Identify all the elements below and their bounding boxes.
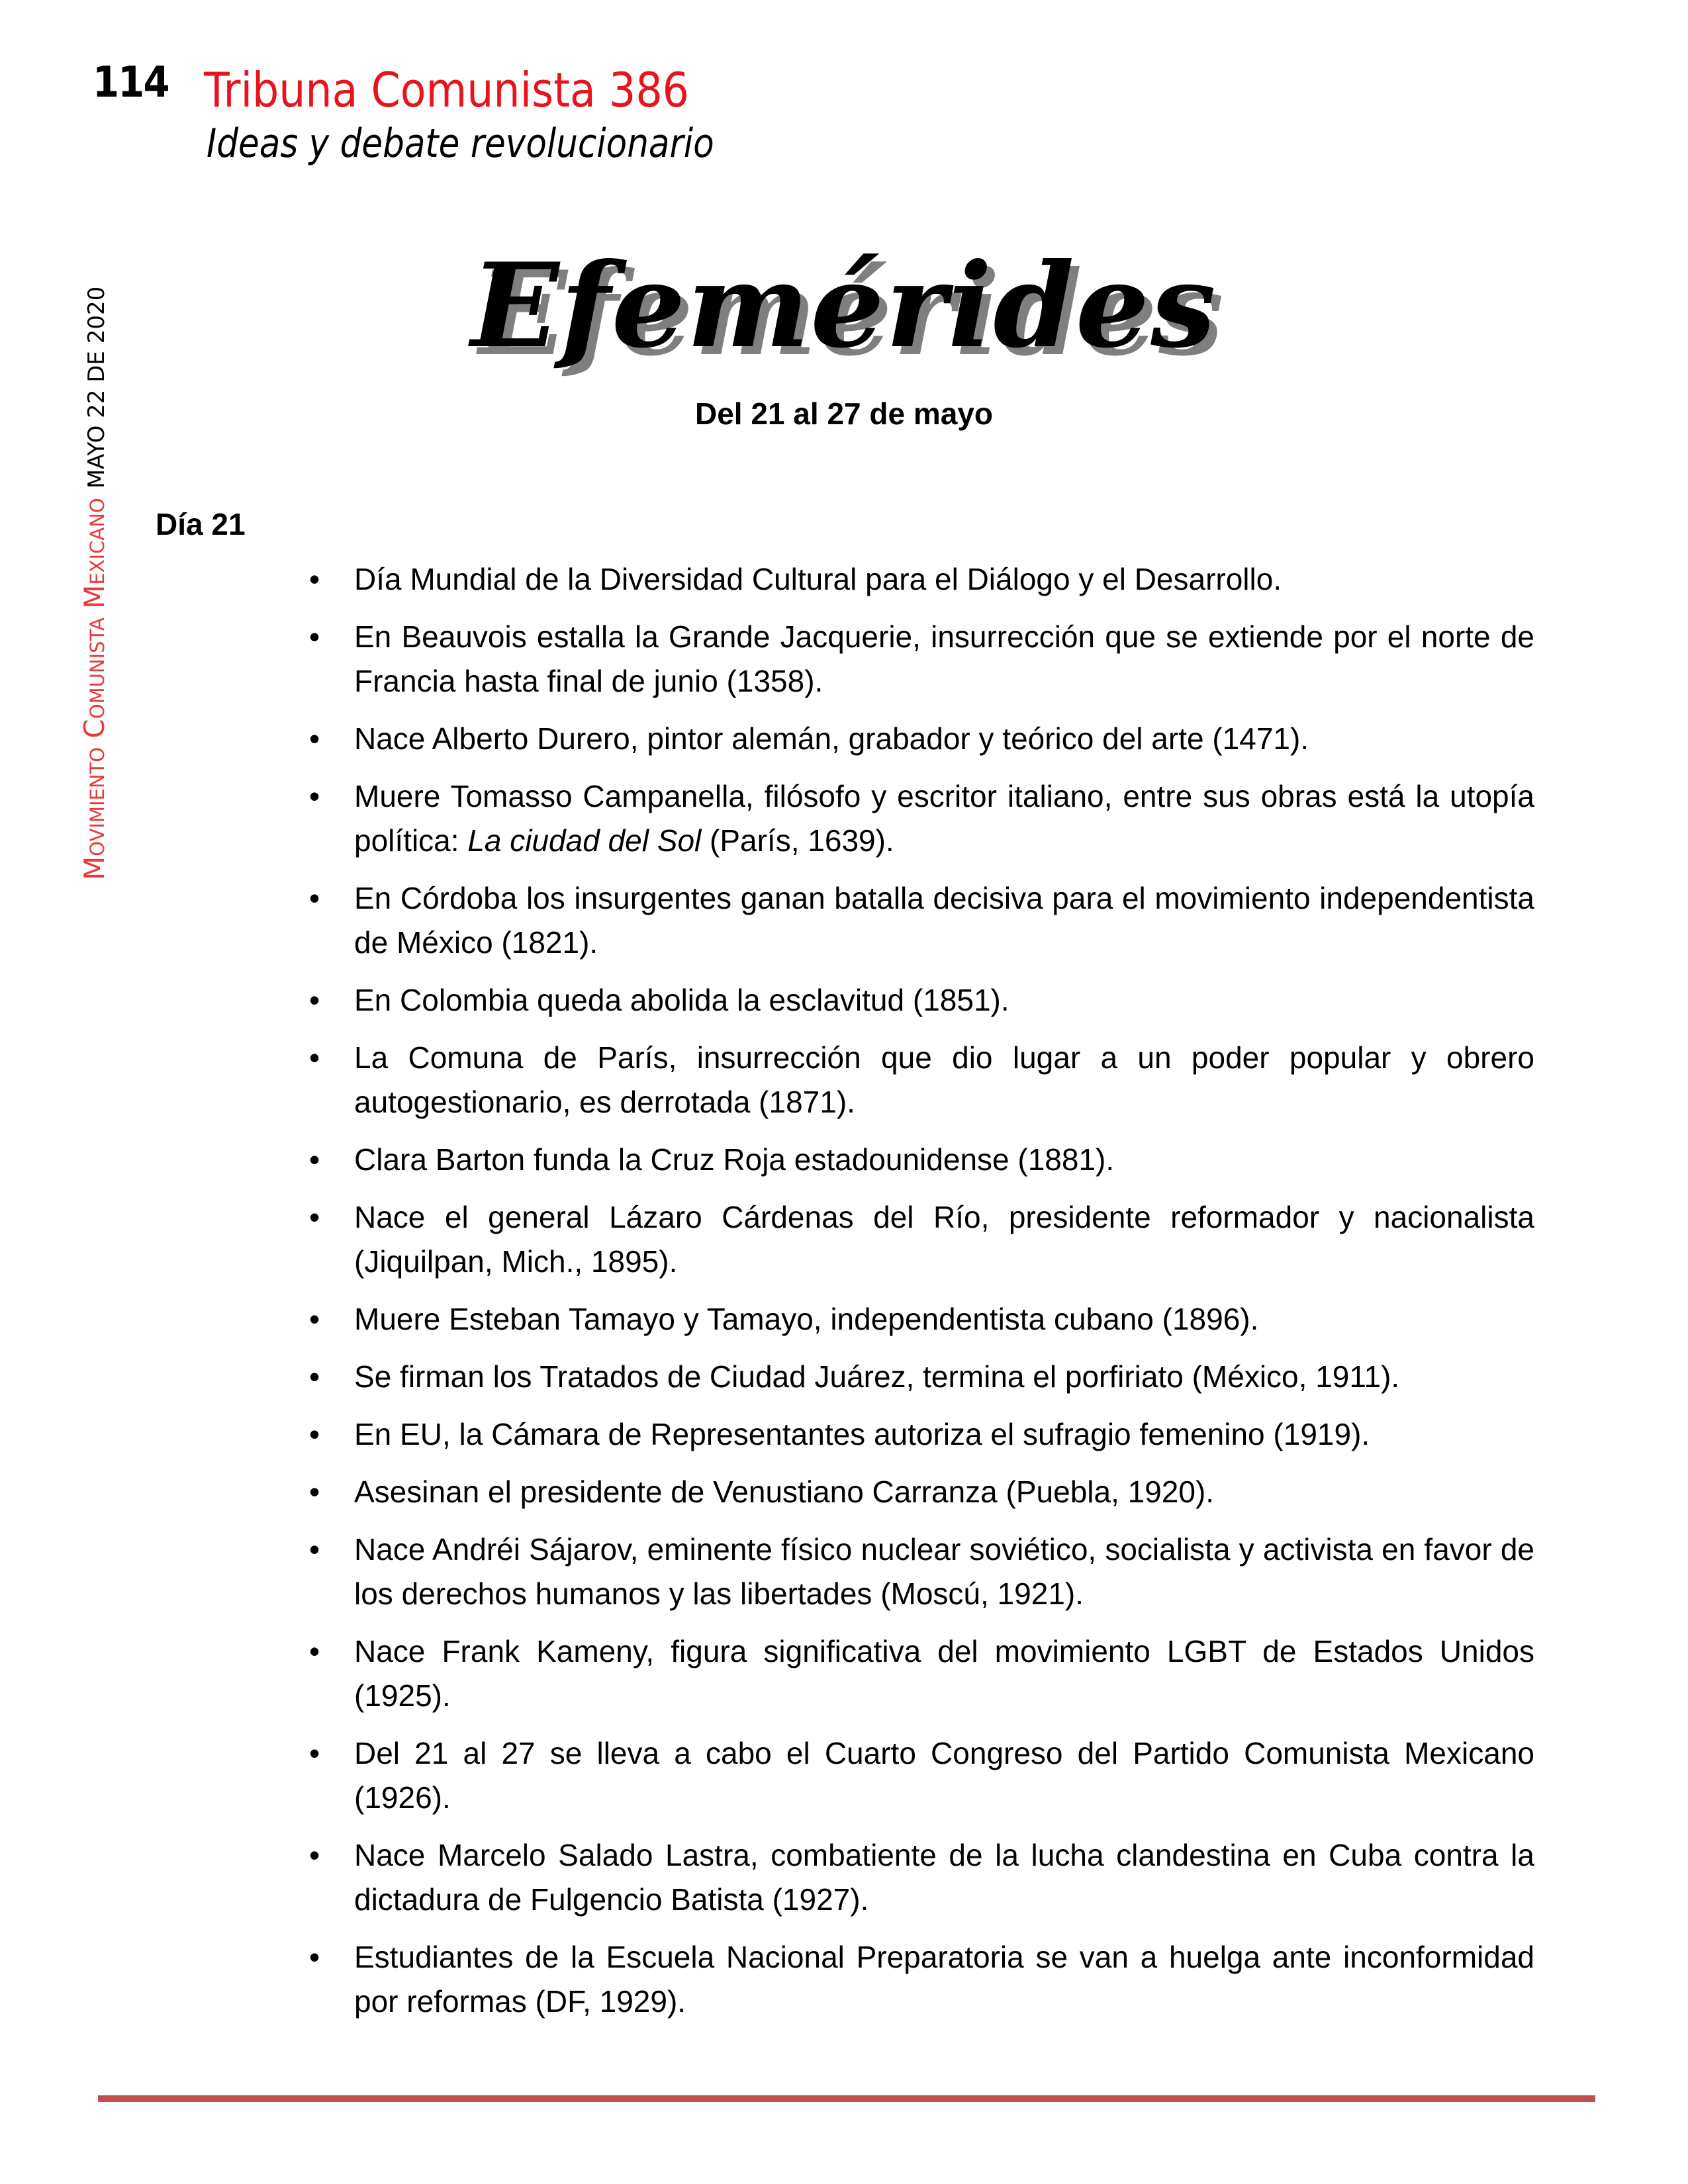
- publication-subtitle: Ideas y debate revolucionario: [207, 120, 714, 167]
- list-item: [309, 1297, 1534, 1342]
- page-heading: Efemérides: [471, 238, 1217, 374]
- bullet-icon: •: [309, 619, 320, 654]
- item-text: Estudiantes de la Escuela Nacional Preparatoria se van a huelga ante inconformidad por reformas (DF, 1929).: [354, 1940, 1534, 2019]
- list-item: [309, 978, 1534, 1023]
- page-number: 114: [93, 58, 169, 107]
- list-item: [309, 1138, 1534, 1182]
- bullet-icon: •: [309, 1532, 320, 1567]
- item-text: La Comuna de París, insurrección que dio lugar a un poder popular y obrero autogestionario, es derrotada (1871).: [354, 1040, 1534, 1119]
- bullet-icon: •: [309, 1634, 320, 1668]
- item-text: Nace Alberto Durero, pintor alemán, grabador y teórico del arte (1471).: [354, 721, 1309, 756]
- list-item: [309, 1833, 1534, 1922]
- list-item: [309, 774, 1534, 863]
- item-text: Asesinan el presidente de Venustiano Carranza (Puebla, 1920).: [354, 1475, 1215, 1509]
- item-text: Nace Marcelo Salado Lastra, combatiente de la lucha clandestina en Cuba contra la dictadura de Fulgencio Batista (1927).: [354, 1838, 1534, 1917]
- bullet-icon: •: [309, 1736, 320, 1770]
- bullet-icon: •: [309, 721, 320, 756]
- bullet-icon: •: [309, 1142, 320, 1177]
- bullet-icon: •: [309, 983, 320, 1017]
- footer-rule: [98, 2095, 1595, 2102]
- bullet-icon: •: [309, 1302, 320, 1336]
- item-text: En EU, la Cámara de Representantes autoriza el sufragio femenino (1919).: [354, 1417, 1370, 1451]
- item-text: Del 21 al 27 se lleva a cabo el Cuarto Congreso del Partido Comunista Mexicano (1926).: [354, 1736, 1534, 1815]
- item-text: Clara Barton funda la Cruz Roja estadounidense (1881).: [354, 1142, 1115, 1177]
- item-text: (París, 1639).: [701, 823, 894, 858]
- item-text: En Córdoba los insurgentes ganan batalla decisiva para el movimiento independentista de México (1821).: [354, 881, 1534, 960]
- list-item: [309, 876, 1534, 965]
- list-item: [309, 1629, 1534, 1718]
- organization-name: Movimiento Comunista Mexicano: [78, 498, 111, 880]
- item-text: Nace Andréi Sájarov, eminente físico nuclear soviético, socialista y activista en favor de los derechos humanos y las libertades (Moscú, 1921).: [354, 1532, 1534, 1611]
- list-item: [309, 1470, 1534, 1514]
- item-text: Día Mundial de la Diversidad Cultural para el Diálogo y el Desarrollo.: [354, 562, 1282, 596]
- item-text: Muere Esteban Tamayo y Tamayo, independentista cubano (1896).: [354, 1302, 1259, 1336]
- item-text: Nace Frank Kameny, figura significativa del movimiento LGBT de Estados Unidos (1925).: [354, 1634, 1534, 1713]
- list-item: [309, 1355, 1534, 1399]
- list-item: [309, 717, 1534, 761]
- bullet-icon: •: [309, 1838, 320, 1872]
- day-label: Día 21: [156, 507, 246, 541]
- list-item: [309, 1731, 1534, 1820]
- list-item: [309, 1036, 1534, 1124]
- list-item: [309, 1412, 1534, 1457]
- bullet-icon: •: [309, 1475, 320, 1509]
- item-text: En Colombia queda abolida la esclavitud (1851).: [354, 983, 1009, 1017]
- list-item: [309, 1195, 1534, 1284]
- event-list: [309, 557, 1534, 2037]
- bullet-icon: •: [309, 779, 320, 813]
- issue-date: MAYO 22 DE 2020: [83, 286, 110, 489]
- side-banner: [78, 287, 111, 880]
- item-text: Muere Tomasso Campanella, filósofo y escritor italiano, entre sus obras está la utopía política:: [354, 779, 1534, 858]
- list-item: [309, 615, 1534, 704]
- bullet-icon: •: [309, 1940, 320, 1974]
- list-item: [309, 1935, 1534, 2024]
- bullet-icon: •: [309, 562, 320, 596]
- list-item: [309, 1527, 1534, 1616]
- item-text: Nace el general Lázaro Cárdenas del Río, presidente reformador y nacionalista (Jiquilpan, Mich., 1895).: [354, 1200, 1534, 1279]
- item-text: En Beauvois estalla la Grande Jacquerie, insurrección que se extiende por el norte de Francia hasta final de junio (1358).: [354, 619, 1534, 698]
- publication-title: Tribuna Comunista 386: [204, 62, 689, 118]
- bullet-icon: •: [309, 1040, 320, 1075]
- bullet-icon: •: [309, 1359, 320, 1394]
- date-range: Del 21 al 27 de mayo: [694, 396, 994, 431]
- bullet-icon: •: [309, 881, 320, 915]
- book-title: La ciudad del Sol: [467, 823, 702, 858]
- bullet-icon: •: [309, 1200, 320, 1234]
- bullet-icon: •: [309, 1417, 320, 1451]
- list-item: [309, 557, 1534, 602]
- item-text: Se firman los Tratados de Ciudad Juárez, termina el porfiriato (México, 1911).: [354, 1359, 1400, 1394]
